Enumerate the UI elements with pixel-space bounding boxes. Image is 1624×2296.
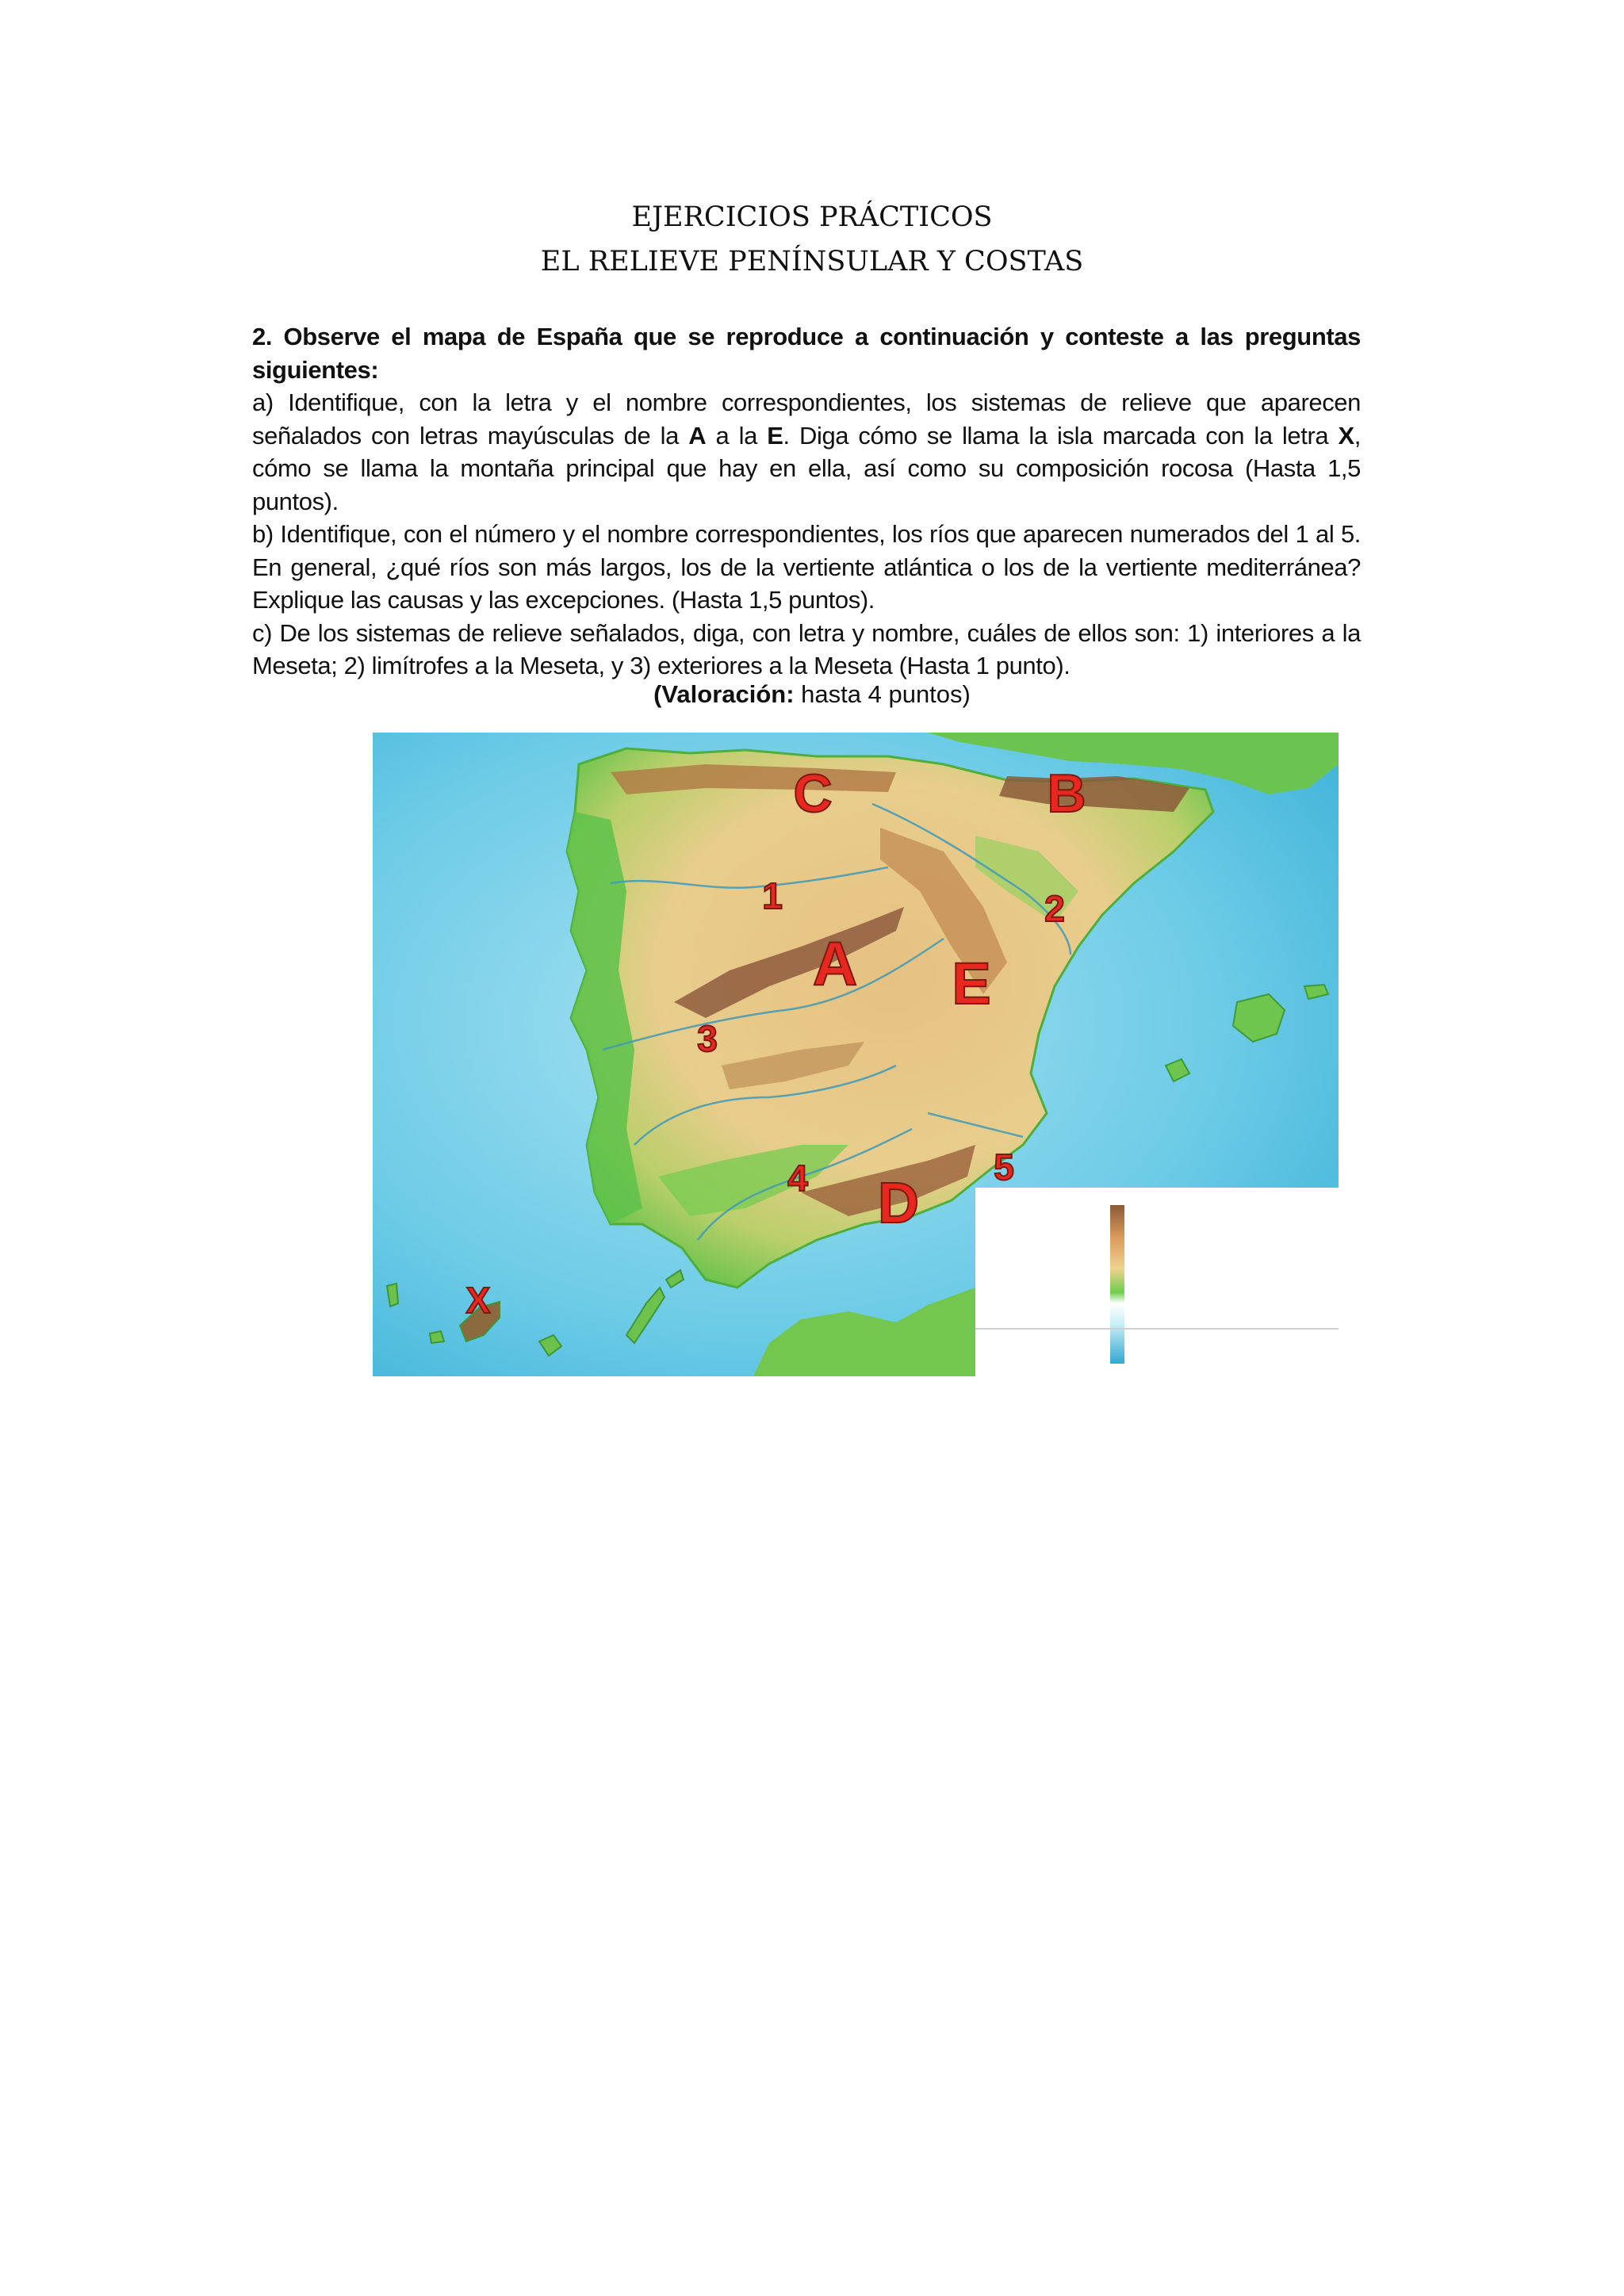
part-a-text-4: , cómo se llama la montaña principal que hay en ella, así como su composición rocosa (Hasta 1,5 puntos). xyxy=(252,421,1361,515)
map-label-3: 3 xyxy=(697,1018,718,1059)
map-label-c: C xyxy=(793,763,833,824)
legend-box xyxy=(975,1188,1339,1376)
map-label-d: D xyxy=(878,1172,919,1235)
exercise-title: 2. Observe el mapa de España que se reproduce a continuación y conteste a las preguntas siguientes: xyxy=(252,323,1361,384)
part-a-text-3: . Diga cómo se llama la isla marcada con la letra xyxy=(783,421,1339,450)
map-label-5: 5 xyxy=(994,1146,1014,1188)
document-header xyxy=(0,195,1624,284)
map-label-b: B xyxy=(1047,763,1086,824)
exercise-part-c: c) De los sistemas de relieve señalados, diga, con letra y nombre, cuáles de ellos son: 1) interiores a la Meseta; 2) limítrofes a la Meseta, y 3) exteriores a la Meseta (Hasta 1 punto). xyxy=(252,618,1361,679)
exercise-part-b: b) Identifique, con el número y el nombre correspondientes, los ríos que aparecen numerados del 1 al 5. En general, ¿qué ríos son más largos, los de la vertiente atlántica o los de la vertiente mediterránea? Explique las causas y las excepciones. (Hasta 1,5 puntos). xyxy=(252,520,1361,614)
relief-map-svg xyxy=(373,733,1339,1376)
valoracion-label: (Valoración: xyxy=(653,680,795,708)
exercise-block xyxy=(252,320,1361,683)
valoracion-value: hasta 4 puntos) xyxy=(794,680,971,708)
exercise-part-a xyxy=(252,386,1361,518)
map-label-2: 2 xyxy=(1044,888,1065,929)
valoracion-line xyxy=(0,680,1624,709)
part-a-letter-x: X xyxy=(1338,421,1354,450)
part-a-text-2: a la xyxy=(706,421,768,450)
header-line-1: EJERCICIOS PRÁCTICOS xyxy=(631,201,993,233)
map-label-4: 4 xyxy=(787,1158,808,1199)
header-line-2: EL RELIEVE PENÍNSULAR Y COSTAS xyxy=(540,246,1084,277)
map-label-x: X xyxy=(465,1280,491,1321)
legend-colorbar xyxy=(1110,1205,1124,1364)
map-label-e: E xyxy=(952,951,991,1016)
relief-map xyxy=(373,733,1339,1376)
part-a-text-1: a) Identifique, con la letra y el nombre correspondientes, los sistemas de relieve que aparecen señalados con letras mayúsculas de la xyxy=(252,388,1361,450)
part-a-letter-a: A xyxy=(688,421,707,450)
island-la-gomera xyxy=(430,1331,444,1343)
map-label-a: A xyxy=(812,928,858,998)
part-a-letter-e: E xyxy=(767,421,783,450)
map-label-1: 1 xyxy=(762,875,783,916)
